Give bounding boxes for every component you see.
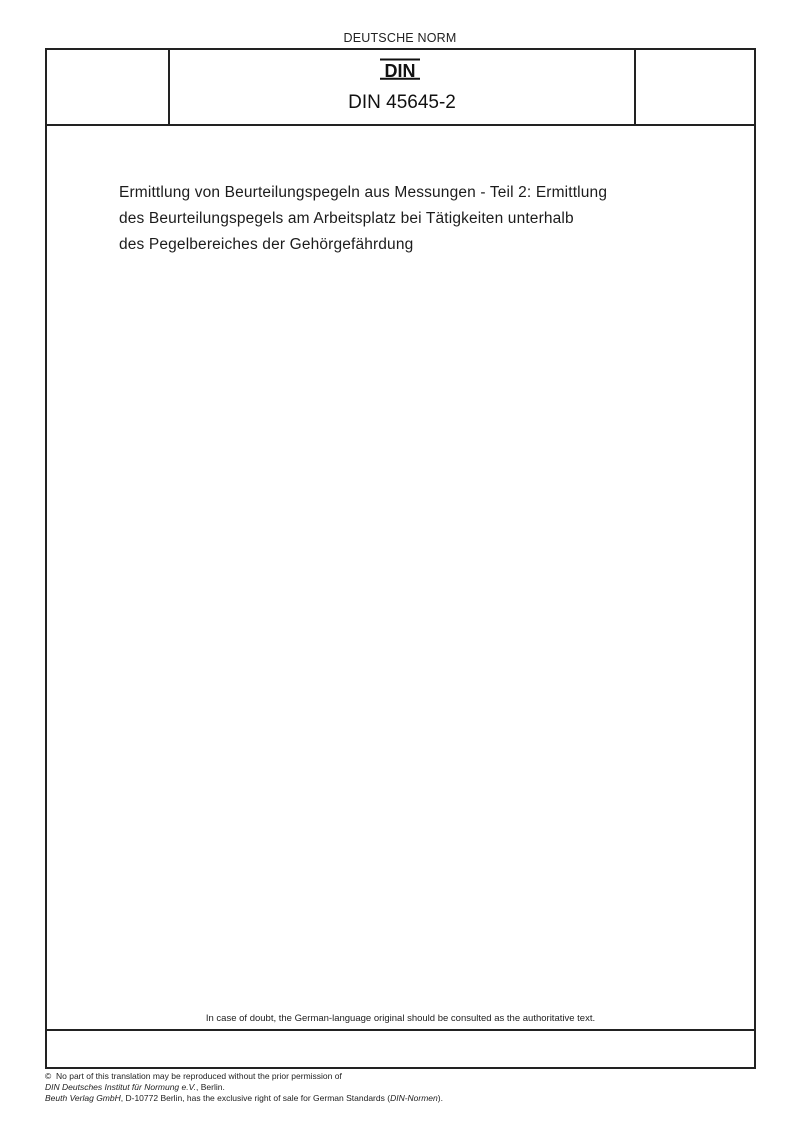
- title-line: Ermittlung von Beurteilungspegeln aus Messungen - Teil 2: Ermittlung: [119, 184, 608, 201]
- document-title: [119, 180, 699, 258]
- copyright-text-3: , D-10772 Berlin, has the exclusive right of sale for German Standards (: [120, 1093, 391, 1103]
- header-row: [47, 50, 754, 126]
- copyright-line-2: [45, 1082, 765, 1093]
- copyright-line-1: [45, 1071, 765, 1082]
- document-frame: [45, 48, 756, 1069]
- copyright-text-4: ).: [437, 1093, 443, 1103]
- standard-type-label: DEUTSCHE NORM: [343, 31, 457, 45]
- din-normen-label: DIN-Normen: [390, 1093, 438, 1103]
- din-institute-name: DIN Deutsches Institut für Normung e.V.: [45, 1082, 197, 1092]
- header-divider-right: [634, 50, 636, 124]
- standard-number: DIN 45645-2: [348, 92, 456, 113]
- copyright-symbol: ©: [45, 1071, 52, 1081]
- title-line: des Pegelbereiches der Gehörgefährdung: [119, 236, 414, 253]
- din-logo-graphic: [378, 58, 422, 80]
- footer-divider: [47, 1029, 754, 1031]
- copyright-line-3: [45, 1093, 765, 1104]
- copyright-text-1: No part of this translation may be reproduced without the prior permission of: [56, 1071, 342, 1081]
- title-line: des Beurteilungspegels am Arbeitsplatz bei Tätigkeiten unterhalb: [119, 210, 574, 227]
- din-logo-text: DIN: [384, 61, 416, 80]
- authoritative-text-notice: In case of doubt, the German-language original should be consulted as the authoritative text.: [205, 1013, 596, 1024]
- publisher-name: Beuth Verlag GmbH: [45, 1093, 121, 1103]
- din-logo: [378, 58, 422, 80]
- copyright-text-2: , Berlin.: [196, 1082, 225, 1092]
- copyright-notice: [45, 1071, 765, 1104]
